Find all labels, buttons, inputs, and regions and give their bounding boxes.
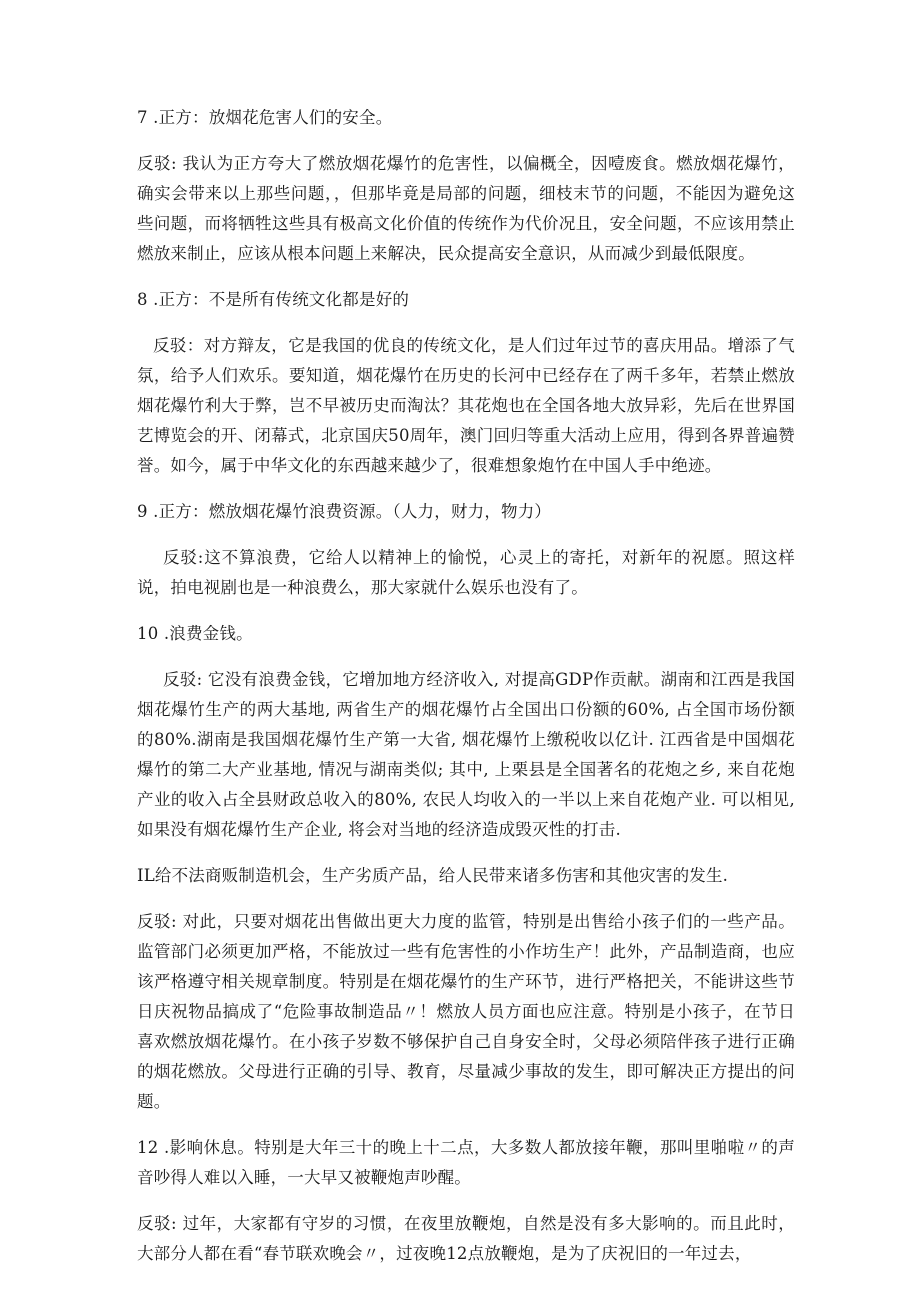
point-7-rebuttal: 反驳: 我认为正方夸大了燃放烟花爆竹的危害性，以偏概全，因噎废食。燃放烟花爆竹，确实会带来以上那些问题，，但那毕竟是局部的问题，细枝末节的问题，不能因为避免这些问题，而将牺牲这些具有极高文化价值的传统作为代价况且，安全问题，不应该用禁止燃放来制止，应该从根本问题上来解决，民众提高安全意识，从而减少到最低限度。 [137, 154, 795, 263]
point-9-rebuttal: 反驳:这不算浪费，它给人以精神上的愉悦，心灵上的寄托，对新年的祝愿。照这样说，拍电视剧也是一种浪费么，那大家就什么娱乐也没有了。 [137, 548, 795, 597]
point-10-heading: 10 .浪费金钱。 [137, 624, 253, 643]
point-10-rebuttal: 反驳: 它没有浪费金钱，它增加地方经济收入, 对提高GDP作贡献。湖南和江西是我国烟花爆竹生产的两大基地, 两省生产的烟花爆竹占全国出口份额的60%, 占全国市场份额的80%.湖南是我国烟花爆竹生产第一大省, 烟花爆竹上缴税收以亿计. 江西省是中国烟花爆竹的第二大产业基地, 情况与湖南类似; 其中, 上栗县是全国著名的花炮之乡, 来自花炮产业的收入占全县财政总收入的80%, 农民人均收入的一半以上来自花炮产业. 可以相见, 如果没有烟花爆竹生产企业, 将会对当地的经济造成毁灭性的打击. [137, 670, 795, 839]
point-11-rebuttal: 反驳: 对此，只要对烟花出售做出更大力度的监管，特别是出售给小孩子们的一些产品。监管部门必须更加严格，不能放过一些有危害性的小作坊生产！此外，产品制造商，也应该严格遵守相关规章制度。特别是在烟花爆竹的生产环节，进行严格把关，不能讲这些节日庆祝物品搞成了“危险事故制造品〃！燃放人员方面也应注意。特别是小孩子，在节日喜欢燃放烟花爆竹。在小孩子岁数不够保护自己自身安全时，父母必须陪伴孩子进行正确的烟花燃放。父母进行正确的引导、教育，尽量减少事故的发生，即可解决正方提出的问题。 [137, 912, 795, 1111]
point-12-heading: 12 .影响休息。特别是大年三十的晚上十二点，大多数人都放接年鞭，那叫里啪啦〃的声音吵得人难以入睡，一大早又被鞭炮声吵醒。 [137, 1138, 795, 1187]
document-page [137, 103, 795, 1285]
point-8-rebuttal: 反驳：对方辩友，它是我国的优良的传统文化，是人们过年过节的喜庆用品。增添了气氛，给予人们欢乐。要知道，烟花爆竹在历史的长河中已经存在了两千多年，若禁止燃放烟花爆竹利大于弊，岂不早被历史而淘汰？其花炮也在全国各地大放异彩，先后在世界国艺博览会的开、闭幕式，北京国庆50周年，澳门回归等重大活动上应用，得到各界普遍赞誉。如今，属于中华文化的东西越来越少了，很难想象炮竹在中国人手中绝迹。 [137, 336, 795, 475]
point-9-heading: 9 .正方：燃放烟花爆竹浪费资源。（人力，财力，物力） [137, 502, 552, 521]
point-8-heading: 8 .正方：不是所有传统文化都是好的 [137, 290, 410, 309]
point-7-heading: 7 .正方：放烟花危害人们的安全。 [137, 108, 393, 127]
point-12-rebuttal: 反驳: 过年，大家都有守岁的习惯，在夜里放鞭炮，自然是没有多大影响的。而且此时，大部分人都在看“春节联欢晚会〃，过夜晚12点放鞭炮，是为了庆祝旧的一年过去， [137, 1214, 795, 1263]
point-11-heading: IL给不法商贩制造机会，生产劣质产品，给人民带来诸多伤害和其他灾害的发生. [137, 866, 729, 885]
